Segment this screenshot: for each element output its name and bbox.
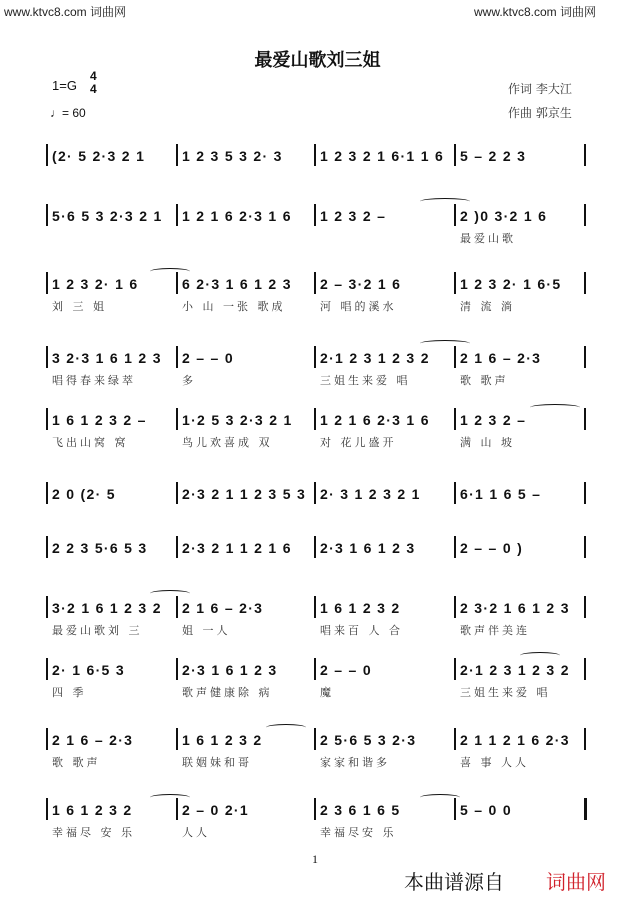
barline	[46, 272, 48, 294]
lyric-text: 鸟儿欢喜成 双	[182, 436, 273, 449]
barline	[46, 482, 48, 504]
barline	[314, 658, 316, 680]
lyric-text: 最爱山歌	[460, 232, 516, 245]
measure-notes: 2 0 (2· 5	[52, 486, 116, 502]
lyric-text: 家家和谐多	[320, 756, 390, 769]
measure-notes: 2 – – 0 )	[460, 540, 524, 556]
barline	[46, 346, 48, 368]
tie-slur	[530, 404, 580, 411]
lyric-text: 联姻妹和哥	[182, 756, 252, 769]
barline	[454, 728, 456, 750]
measure-notes: 1 2 1 6 2·3 1 6	[320, 412, 430, 428]
measure-notes: (2· 5 2·3 2 1	[52, 148, 146, 164]
measure-notes: 2 1 6 – 2·3	[182, 600, 264, 616]
composer-credit: 作曲 郭京生	[508, 106, 572, 120]
lyric-text: 多	[182, 374, 196, 387]
watermark-right: www.ktvc8.com 词曲网	[474, 5, 597, 19]
measure-notes: 2·3 1 6 1 2 3	[182, 662, 278, 678]
barline	[176, 536, 178, 558]
barline	[584, 144, 586, 166]
tie-slur	[420, 198, 470, 205]
measure-notes: 1 6 1 2 3 2	[182, 732, 263, 748]
staff-line	[46, 350, 586, 390]
barline	[46, 798, 48, 820]
barline	[176, 272, 178, 294]
measure-notes: 1 6 1 2 3 2	[320, 600, 401, 616]
measure-notes: 1 6 1 2 3 2 –	[52, 412, 147, 428]
lyric-text: 清 流 淌	[460, 300, 515, 313]
lyricist-credit: 作词 李大江	[508, 82, 572, 96]
measure-notes: 1 2 3 5 3 2· 3	[182, 148, 283, 164]
lyric-text: 四 季	[52, 686, 87, 699]
staff-line	[46, 802, 586, 842]
barline	[584, 204, 586, 226]
song-title: 最爱山歌刘三姐	[254, 50, 381, 71]
measure-notes: 2 1 1 2 1 6 2·3	[460, 732, 570, 748]
measure-notes: 2·1 2 3 1 2 3 2	[320, 350, 430, 366]
measure-notes: 2 3 6 1 6 5	[320, 802, 401, 818]
barline	[314, 272, 316, 294]
barline	[454, 658, 456, 680]
barline	[314, 728, 316, 750]
measure-notes: 2·3 2 1 1 2 3 5 3	[182, 486, 307, 502]
barline	[176, 482, 178, 504]
barline	[584, 272, 586, 294]
barline	[584, 482, 586, 504]
staff-line	[46, 276, 586, 316]
barline	[454, 346, 456, 368]
barline	[46, 408, 48, 430]
barline	[454, 204, 456, 226]
barline	[314, 596, 316, 618]
measure-notes: 2 1 6 – 2·3	[460, 350, 542, 366]
barline	[46, 536, 48, 558]
tie-slur	[520, 652, 560, 659]
time-signature-top: 4	[90, 69, 97, 83]
measure-notes: 2 5·6 5 3 2·3	[320, 732, 417, 748]
measure-notes: 2·1 2 3 1 2 3 2	[460, 662, 570, 678]
lyric-text: 对 花儿盛开	[320, 436, 397, 449]
measure-notes: 2 – 3·2 1 6	[320, 276, 402, 292]
measure-notes: 1 2 3 2· 1 6	[52, 276, 139, 292]
tie-slur	[420, 340, 470, 347]
barline	[454, 798, 456, 820]
barline	[176, 204, 178, 226]
measure-notes: 2· 3 1 2 3 2 1	[320, 486, 421, 502]
staff-line	[46, 600, 586, 640]
barline	[176, 408, 178, 430]
tie-slur	[266, 724, 306, 731]
barline	[314, 482, 316, 504]
measure-notes: 2·3 2 1 1 2 1 6	[182, 540, 292, 556]
barline	[46, 596, 48, 618]
measure-notes: 1 2 1 6 2·3 1 6	[182, 208, 292, 224]
lyric-text: 唱来百 人 合	[320, 624, 403, 637]
measure-notes: 2· 1 6·5 3	[52, 662, 125, 678]
measure-notes: 3·2 1 6 1 2 3 2	[52, 600, 162, 616]
lyric-text: 幸福尽安 乐	[320, 826, 397, 839]
barline	[176, 728, 178, 750]
staff-line	[46, 148, 586, 188]
lyric-text: 歌声健康除 病	[182, 686, 273, 699]
barline	[454, 596, 456, 618]
lyric-text: 飞出山窝 窝	[52, 436, 129, 449]
measure-notes: 1·2 5 3 2·3 2 1	[182, 412, 293, 428]
barline	[584, 728, 586, 750]
lyric-text: 歌 歌声	[52, 756, 101, 769]
staff-line	[46, 662, 586, 702]
lyric-text: 歌 歌声	[460, 374, 509, 387]
barline	[176, 144, 178, 166]
footer-site-logo: 词曲网	[546, 870, 606, 894]
barline	[46, 658, 48, 680]
key-signature: 1=G	[52, 78, 77, 93]
footer-source-text: 本曲谱源自	[404, 870, 504, 894]
barline	[314, 204, 316, 226]
barline	[454, 482, 456, 504]
barline	[46, 144, 48, 166]
staff-line	[46, 540, 586, 580]
barline	[454, 408, 456, 430]
barline	[314, 536, 316, 558]
barline	[314, 346, 316, 368]
barline	[454, 272, 456, 294]
barline	[584, 798, 587, 820]
lyric-text: 小 山 一张 歌成	[182, 300, 286, 313]
lyric-text: 刘 三 姐	[52, 300, 107, 313]
lyric-text: 唱得春来绿萃	[52, 374, 136, 387]
barline	[454, 536, 456, 558]
time-signature	[90, 70, 97, 96]
staff-line	[46, 412, 586, 452]
measure-notes: 1 2 3 2 –	[460, 412, 527, 428]
measure-notes: 3 2·3 1 6 1 2 3	[52, 350, 162, 366]
barline	[454, 144, 456, 166]
barline	[176, 658, 178, 680]
measure-notes: 1 2 3 2 –	[320, 208, 387, 224]
measure-notes: 1 6 1 2 3 2	[52, 802, 133, 818]
barline	[314, 144, 316, 166]
barline	[176, 346, 178, 368]
barline	[46, 728, 48, 750]
time-signature-bottom: 4	[90, 82, 97, 96]
tie-slur	[150, 268, 190, 275]
lyric-text: 姐 一人	[182, 624, 231, 637]
measure-notes: 1 2 3 2 1 6·1 1 6	[320, 148, 445, 164]
lyric-text: 魔	[320, 686, 334, 699]
lyric-text: 三姐生来爱 唱	[320, 374, 411, 387]
lyric-text: 幸福尽 安 乐	[52, 826, 135, 839]
barline	[176, 596, 178, 618]
page-number: 1	[312, 852, 318, 866]
measure-notes: 2 – – 0	[320, 662, 372, 678]
barline	[584, 596, 586, 618]
barline	[584, 346, 586, 368]
barline	[584, 658, 586, 680]
measure-notes: 2 – 0 2·1	[182, 802, 249, 818]
lyric-text: 河 唱的溪水	[320, 300, 397, 313]
measure-notes: 1 2 3 2· 1 6·5	[460, 276, 562, 292]
barline	[176, 798, 178, 820]
tempo-marking: ♩= 60	[50, 106, 86, 120]
measure-notes: 2 2 3 5·6 5 3	[52, 540, 148, 556]
lyric-text: 喜 事 人人	[460, 756, 529, 769]
measure-notes: 2 1 6 – 2·3	[52, 732, 134, 748]
lyric-text: 三姐生来爱 唱	[460, 686, 551, 699]
staff-line	[46, 486, 586, 526]
watermark-left: www.ktvc8.com 词曲网	[4, 5, 127, 19]
measure-notes: 5 – 2 2 3	[460, 148, 527, 164]
measure-notes: 2 3·2 1 6 1 2 3	[460, 600, 570, 616]
measure-notes: 6·1 1 6 5 –	[460, 486, 542, 502]
lyric-text: 满 山 坡	[460, 436, 515, 449]
measure-notes: 6 2·3 1 6 1 2 3	[182, 276, 292, 292]
measure-notes: 5·6 5 3 2·3 2 1	[52, 208, 163, 224]
measure-notes: 2 – – 0	[182, 350, 234, 366]
barline	[314, 408, 316, 430]
lyric-text: 人人	[182, 826, 210, 839]
staff-line	[46, 732, 586, 772]
lyric-text: 最爱山歌刘 三	[52, 624, 143, 637]
barline	[584, 536, 586, 558]
measure-notes: 2·3 1 6 1 2 3	[320, 540, 416, 556]
barline	[584, 408, 586, 430]
tie-slur	[420, 794, 460, 801]
barline	[46, 204, 48, 226]
lyric-text: 歌声伴美连	[460, 624, 530, 637]
barline	[314, 798, 316, 820]
tie-slur	[150, 794, 190, 801]
measure-notes: 5 – 0 0	[460, 802, 512, 818]
staff-line	[46, 208, 586, 248]
measure-notes: 2 )0 3·2 1 6	[460, 208, 548, 224]
tie-slur	[150, 590, 190, 597]
